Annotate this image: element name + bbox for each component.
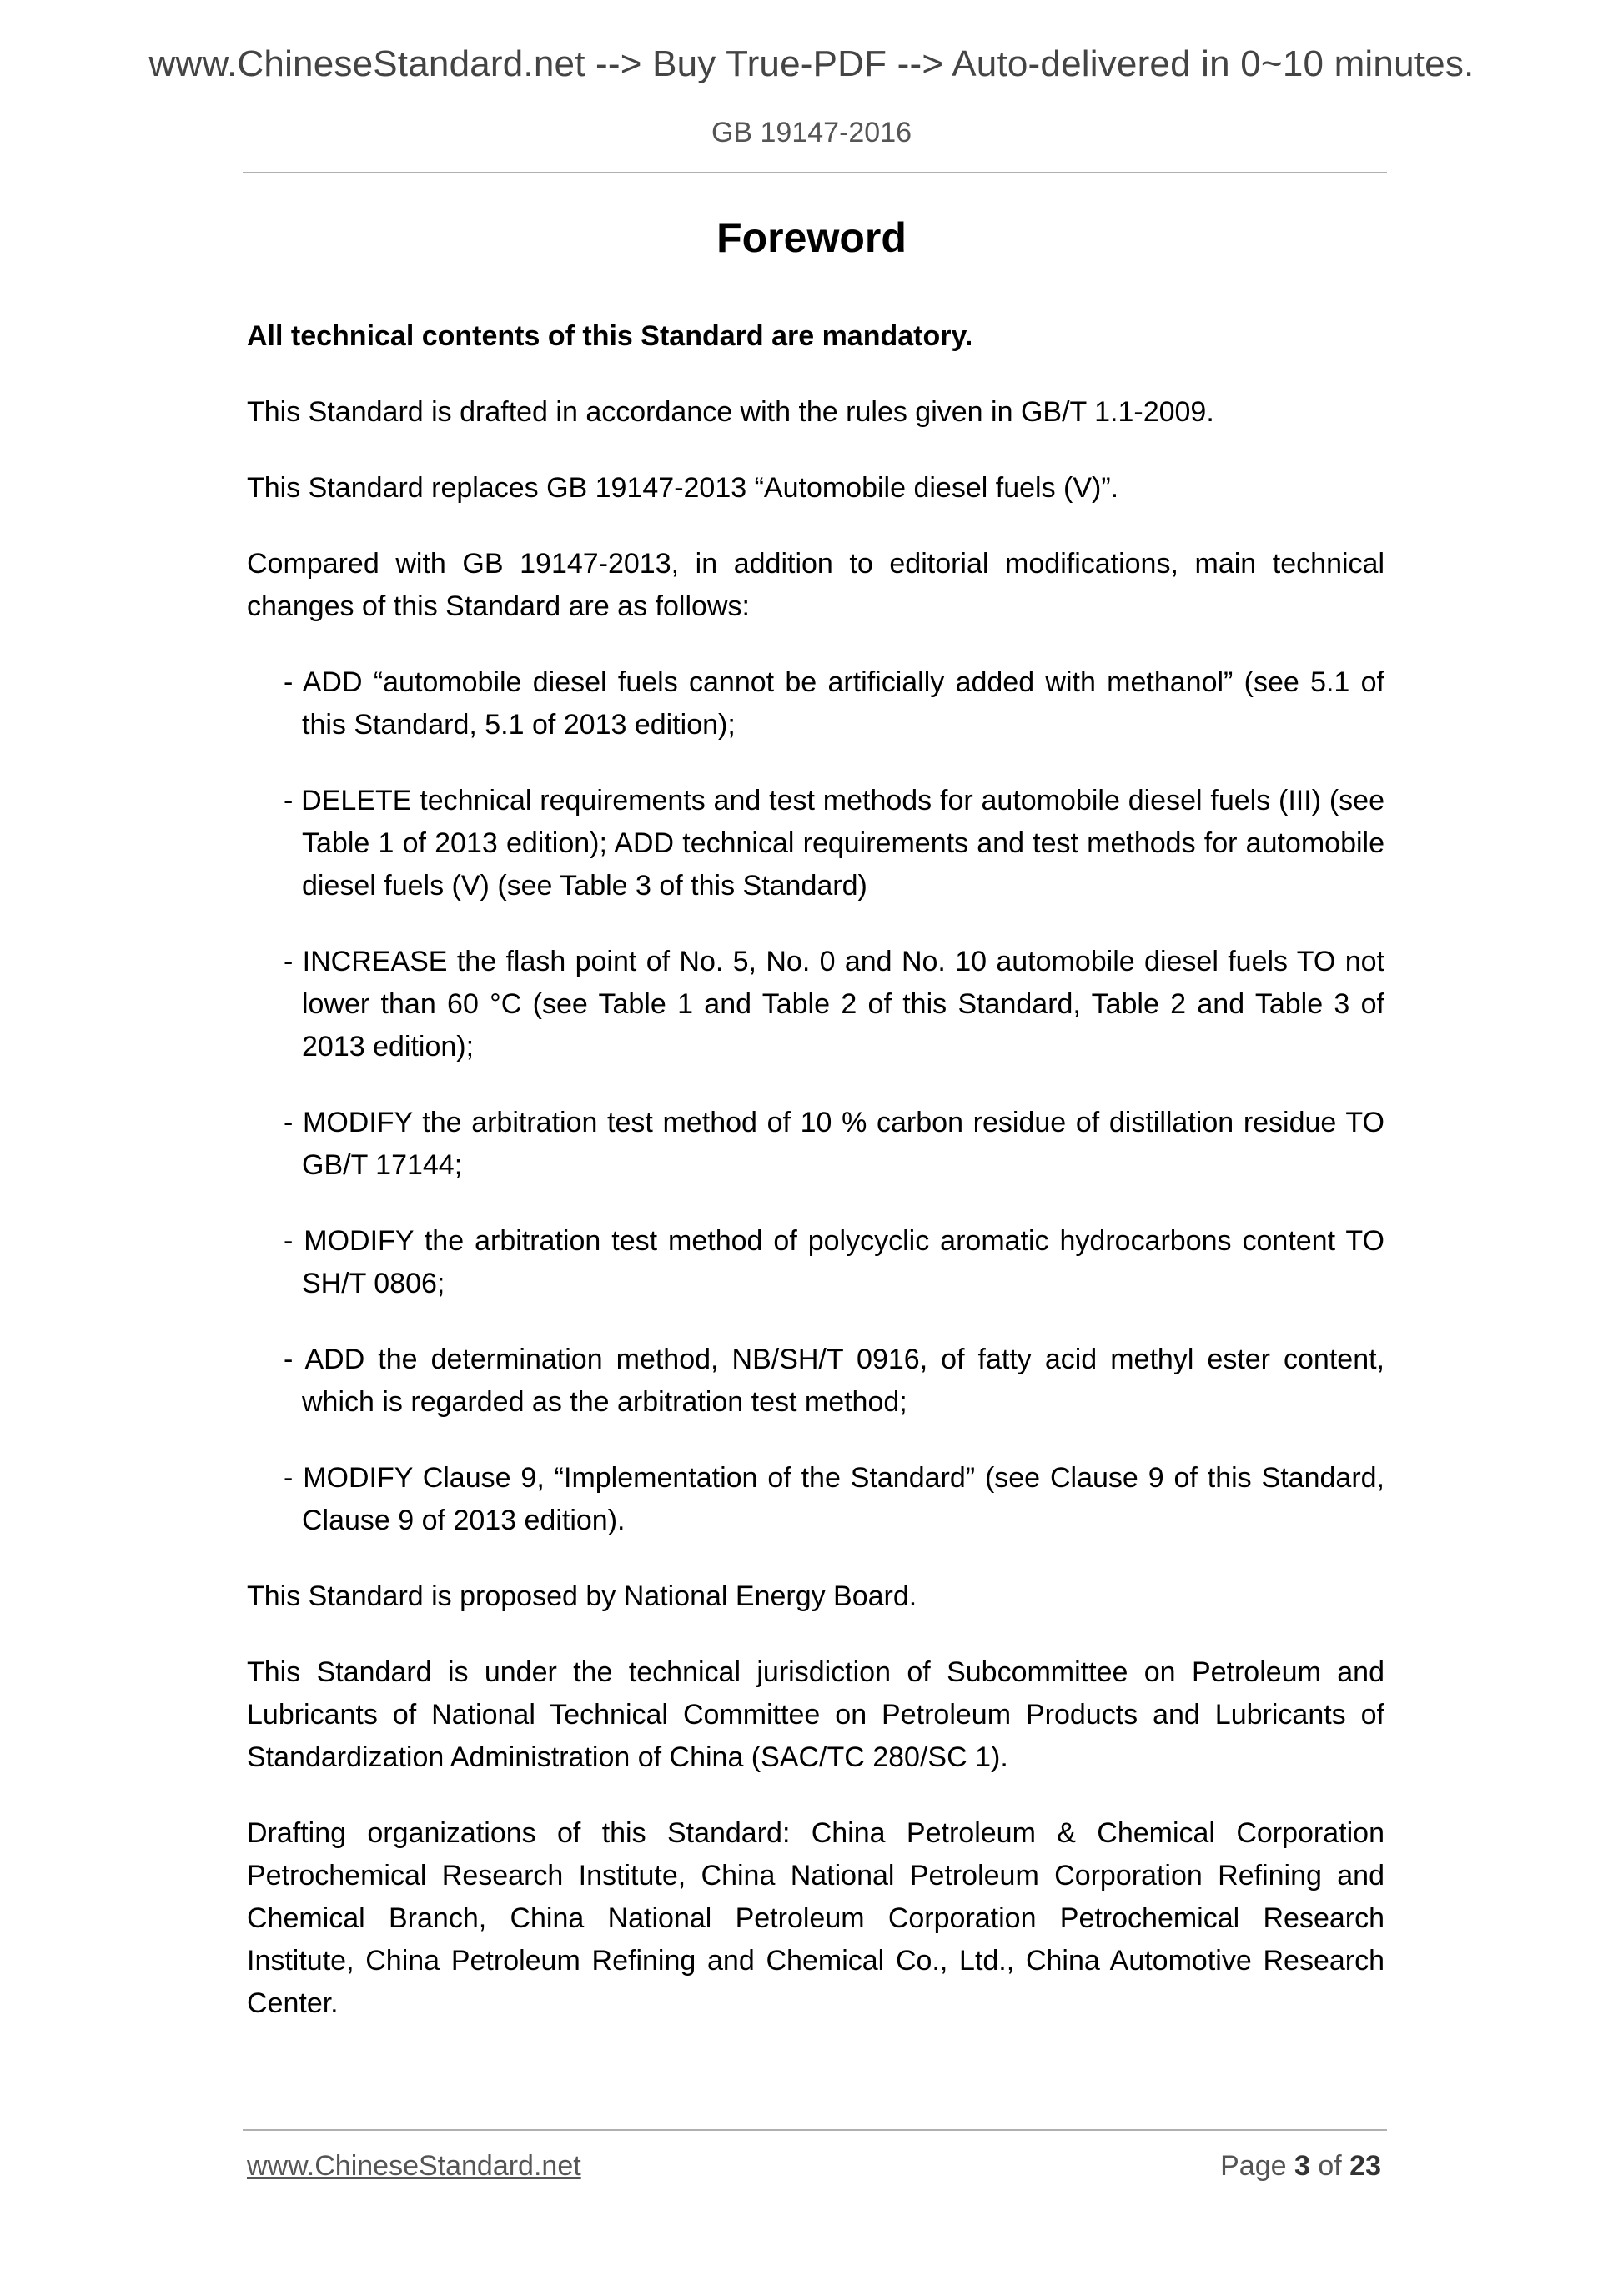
page-of-label: of — [1318, 2150, 1342, 2182]
list-item: - DELETE technical requirements and test methods for automobile diesel fuels (III) (see Table 1 of 2013 edition); ADD technical requirements and test methods for automobile diesel fuels (V) (see Table 3 of this Standard) — [284, 785, 1384, 902]
foreword-body — [247, 315, 1384, 2058]
page-title: Foreword — [716, 214, 907, 261]
header-divider — [243, 172, 1387, 173]
page-number — [1220, 2150, 1381, 2183]
list-item: - MODIFY Clause 9, “Implementation of the Standard” (see Clause 9 of this Standard, Clause 9 of 2013 edition). — [284, 1462, 1384, 1536]
paragraph-proposed-by: This Standard is proposed by National Energy Board. — [247, 1580, 917, 1612]
page-label: Page — [1220, 2150, 1287, 2182]
changes-list — [247, 661, 1384, 1542]
mandatory-statement: All technical contents of this Standard are mandatory. — [247, 320, 973, 352]
page-current: 3 — [1294, 2150, 1310, 2182]
paragraph-replaces: This Standard replaces GB 19147-2013 “Automobile diesel fuels (V)”. — [247, 472, 1119, 504]
list-item: - ADD “automobile diesel fuels cannot be artificially added with methanol” (see 5.1 of this Standard, 5.1 of 2013 edition); — [284, 666, 1384, 741]
list-item: - ADD the determination method, NB/SH/T 0916, of fatty acid methyl ester content, which is regarded as the arbitration test method; — [284, 1344, 1384, 1418]
paragraph-jurisdiction: This Standard is under the technical jurisdiction of Subcommittee on Petroleum and Lubricants of National Technical Committee on Petroleum Products and Lubricants of Standardization Administration of China (SAC/TC 280/SC 1). — [247, 1656, 1384, 1773]
paragraph-drafting-rules: This Standard is drafted in accordance with the rules given in GB/T 1.1-2009. — [247, 396, 1214, 428]
list-item: - MODIFY the arbitration test method of polycyclic aromatic hydrocarbons content TO SH/T 0806; — [284, 1225, 1384, 1299]
paragraph-changes-intro: Compared with GB 19147-2013, in addition to editorial modifications, main technical changes of this Standard are as follows: — [247, 548, 1384, 622]
standard-code: GB 19147-2016 — [711, 117, 912, 148]
list-item: - MODIFY the arbitration test method of 10 % carbon residue of distillation residue TO GB/T 17144; — [284, 1107, 1384, 1181]
footer-divider — [243, 2129, 1387, 2131]
top-banner: www.ChineseStandard.net --> Buy True-PDF --> Auto-delivered in 0~10 minutes. — [148, 43, 1475, 84]
list-item: - INCREASE the flash point of No. 5, No. 0 and No. 10 automobile diesel fuels TO not lower than 60 °C (see Table 1 and Table 2 of this Standard, Table 2 and Table 3 of 2013 edition); — [284, 946, 1384, 1063]
footer-website-link[interactable]: www.ChineseStandard.net — [247, 2150, 581, 2182]
page-total: 23 — [1349, 2150, 1381, 2182]
paragraph-drafting-organizations: Drafting organizations of this Standard: China Petroleum & Chemical Corporation Petrochemical Research Institute, China National Petroleum Corporation Refining and Chemical Branch, China National Petroleum Corporation Petrochemical Research Institute, China Petroleum Refining and Chemical Co., Ltd., China Automotive Research Center. — [247, 1817, 1384, 2019]
